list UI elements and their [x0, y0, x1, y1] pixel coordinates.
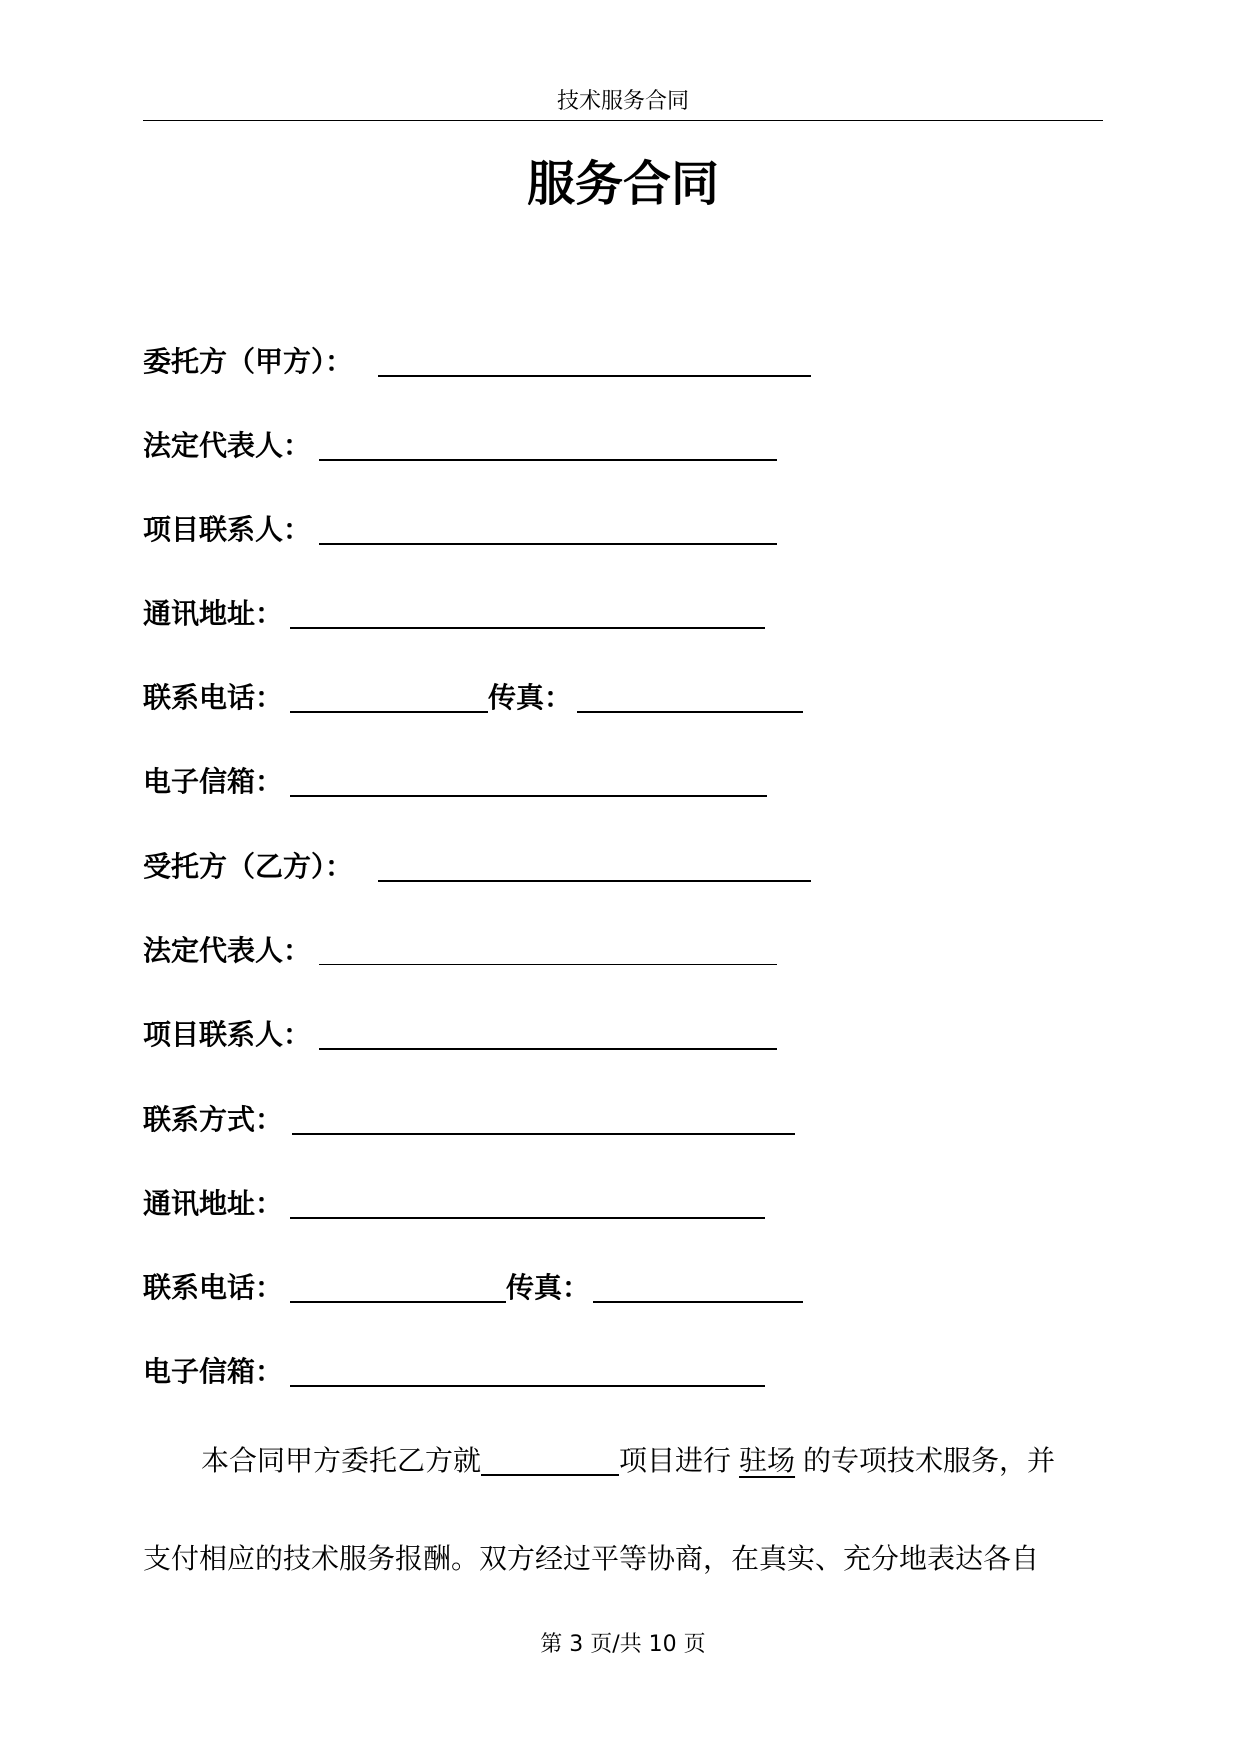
party-b-address-blank[interactable] [290, 1217, 765, 1219]
party-b-contact-label: 项目联系人： [143, 1018, 312, 1051]
party-a-email-blank[interactable] [290, 795, 767, 797]
party-a-address-field [143, 594, 843, 634]
party-b-fax-blank[interactable] [593, 1301, 803, 1303]
party-a-legal-rep-field [143, 426, 843, 466]
party-b-email-blank[interactable] [290, 1385, 765, 1387]
party-b-legal-rep-blank[interactable] [319, 964, 777, 965]
party-b-fax-label: 传真： [506, 1271, 591, 1304]
party-a-legal-rep-label: 法定代表人： [143, 429, 312, 462]
party-b-email-field [143, 1352, 843, 1392]
party-b-legal-rep-field [143, 931, 843, 971]
party-b-contact-method-blank[interactable] [292, 1133, 795, 1135]
party-b-contact-method-label: 联系方式： [143, 1103, 284, 1136]
party-b-email-label: 电子信箱： [143, 1355, 284, 1388]
project-name-blank[interactable] [481, 1446, 619, 1476]
party-b-legal-rep-label: 法定代表人： [143, 934, 312, 967]
party-a-name-blank[interactable] [378, 375, 811, 377]
party-a-email-label: 电子信箱： [143, 765, 284, 798]
party-b-phone-fax-field [143, 1268, 843, 1308]
body-line-2: 支付相应的技术服务报酬。双方经过平等协商，在真实、充分地表达各自 [143, 1542, 1040, 1575]
party-a-fax-blank[interactable] [577, 711, 803, 713]
party-b-contact-method-field [143, 1100, 843, 1140]
party-a-phone-label: 联系电话： [143, 681, 284, 714]
party-a-phone-blank[interactable] [290, 711, 488, 713]
party-a-name-field [143, 342, 843, 382]
body-text-1a: 本合同甲方委托乙方就 [201, 1444, 482, 1477]
party-a-legal-rep-blank[interactable] [319, 459, 777, 461]
party-b-phone-blank[interactable] [290, 1301, 506, 1303]
party-b-contact-blank[interactable] [319, 1048, 777, 1050]
page-number: 第 3 页/共 10 页 [540, 1632, 706, 1657]
party-a-contact-blank[interactable] [319, 543, 777, 545]
party-b-phone-label: 联系电话： [143, 1271, 284, 1304]
party-a-email-field [143, 762, 843, 802]
party-b-name-blank[interactable] [378, 880, 811, 882]
party-a-phone-fax-field [143, 678, 843, 718]
party-b-contact-field [143, 1015, 843, 1055]
party-b-label: 受托方（乙方）： [143, 850, 354, 883]
party-b-name-field [143, 847, 843, 887]
document-title: 服务合同 [526, 156, 719, 212]
header-divider [143, 120, 1103, 121]
party-a-fax-label: 传真： [488, 681, 573, 714]
party-a-address-blank[interactable] [290, 627, 765, 629]
body-text-1b: 项目进行 [619, 1444, 732, 1477]
running-header: 技术服务合同 [556, 89, 689, 114]
party-a-contact-field [143, 510, 843, 550]
body-line-1 [143, 1441, 1103, 1481]
service-type-fill: 驻场 [739, 1444, 796, 1477]
party-a-address-label: 通讯地址： [143, 597, 284, 630]
body-text-1c: 的专项技术服务，并 [803, 1444, 1056, 1477]
party-a-contact-label: 项目联系人： [143, 513, 312, 546]
party-a-label: 委托方（甲方）： [143, 345, 354, 378]
party-b-address-label: 通讯地址： [143, 1187, 284, 1220]
party-b-address-field [143, 1184, 843, 1224]
